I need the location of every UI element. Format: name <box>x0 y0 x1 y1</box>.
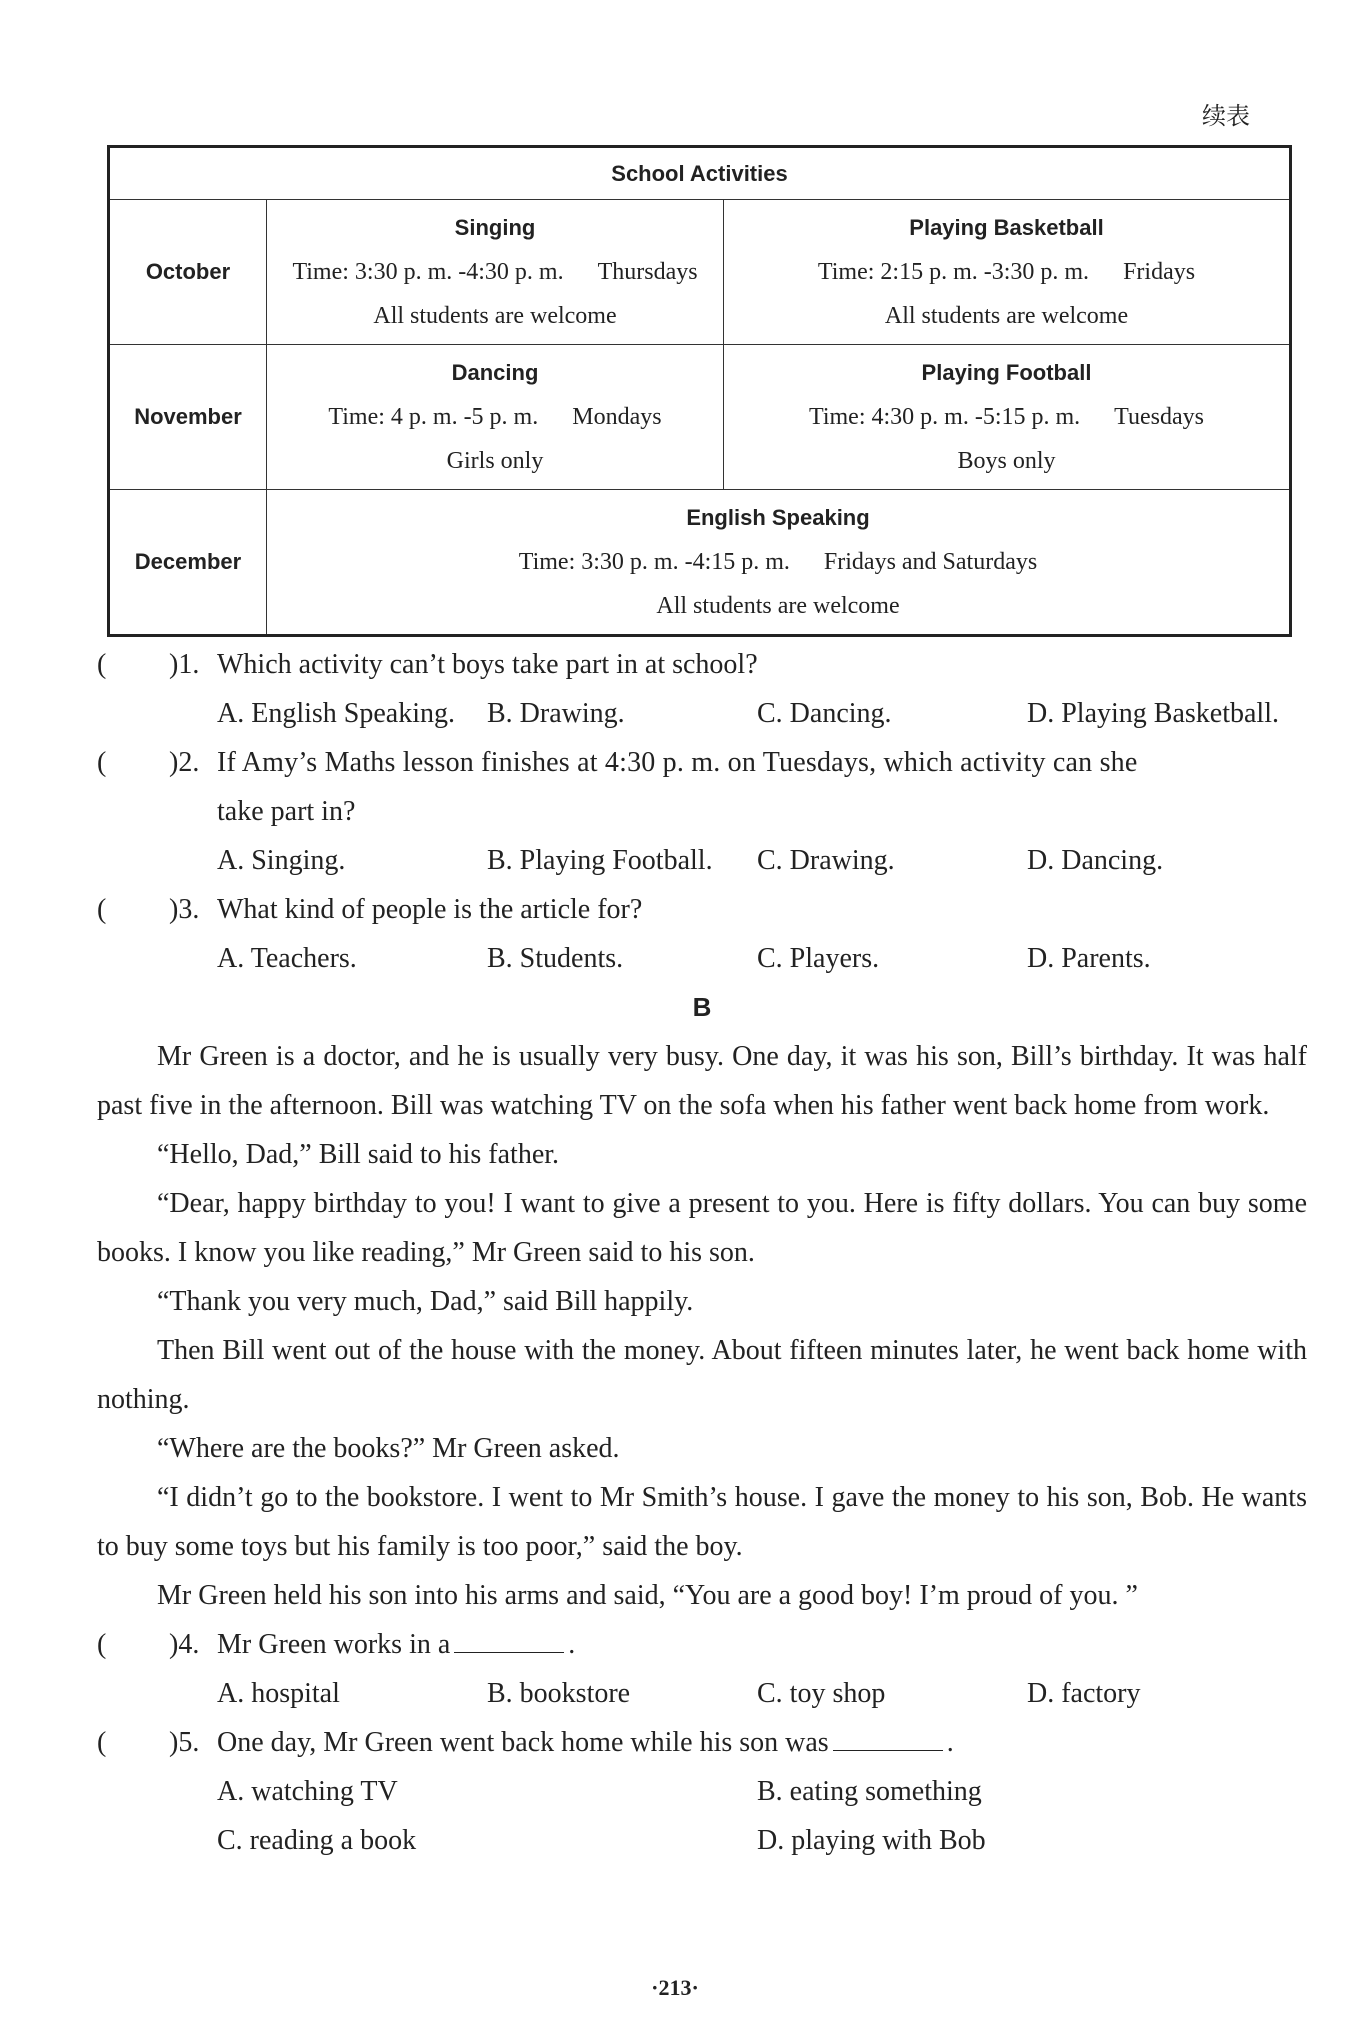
activity-name: Playing Football <box>921 360 1092 385</box>
answer-bracket[interactable]: ( <box>97 894 107 925</box>
answer-blank[interactable] <box>833 1726 943 1751</box>
option-a: A. Singing. <box>217 845 346 876</box>
option-d: D. Parents. <box>1027 943 1151 974</box>
answer-bracket[interactable]: ( <box>97 649 107 680</box>
paragraph: “Where are the books?” Mr Green asked. <box>157 1433 620 1464</box>
question-text: If Amy’s Maths lesson finishes at 4:30 p. m. on Tuesdays, which activity can she <box>217 747 1138 778</box>
activity-day: Thursdays <box>597 259 698 285</box>
activity-name: Playing Basketball <box>909 215 1104 240</box>
answer-bracket[interactable]: ( <box>97 1727 107 1758</box>
paragraph: “I didn’t go to the bookstore. I went to Mr Smith’s house. I gave the money to his son, Bob. He wants to buy some toys but his family is too poor,” said the boy. <box>97 1482 1307 1562</box>
option-c: C. reading a book <box>217 1825 417 1856</box>
section-title: B <box>692 992 712 1022</box>
options-3 <box>97 934 1307 983</box>
question-number: )1. <box>169 649 200 680</box>
question-number: )4. <box>169 1629 200 1660</box>
activity-time: Time: 4:30 p. m. -5:15 p. m. <box>809 404 1081 430</box>
option-a: A. hospital <box>217 1678 340 1709</box>
question-text: What kind of people is the article for? <box>217 894 643 925</box>
question-number: )5. <box>169 1727 200 1758</box>
activity-day: Fridays and Saturdays <box>823 549 1038 575</box>
activity-day: Mondays <box>572 404 662 430</box>
table-row-december <box>109 490 1291 636</box>
option-b: B. Playing Football. <box>487 845 713 876</box>
option-b: B. eating something <box>757 1776 982 1807</box>
question-text: Mr Green works in a <box>217 1629 451 1660</box>
activity-time: Time: 3:30 p. m. -4:15 p. m. <box>518 549 790 575</box>
option-a: A. watching TV <box>217 1776 398 1807</box>
school-activities-table <box>107 145 1292 637</box>
activity-time: Time: 3:30 p. m. -4:30 p. m. <box>292 259 564 285</box>
question-end: . <box>946 1727 954 1758</box>
activity-name: English Speaking <box>686 505 870 530</box>
month-cell: November <box>109 345 267 490</box>
paragraph: “Dear, happy birthday to you! I want to give a present to you. Here is fifty dollars. You can buy some books. I know you like reading,” Mr Green said to his son. <box>97 1188 1307 1268</box>
activity-day: Tuesdays <box>1114 404 1204 430</box>
table-title: School Activities <box>109 147 1291 200</box>
activity-name: Dancing <box>451 360 539 385</box>
answer-bracket[interactable]: ( <box>97 747 107 778</box>
continued-label: 续表 <box>1202 104 1250 130</box>
option-d: D. Playing Basketball. <box>1027 698 1279 729</box>
paragraph: “Thank you very much, Dad,” said Bill happily. <box>157 1286 694 1317</box>
options-5-row-2 <box>97 1816 1307 1865</box>
activity-note: All students are welcome <box>884 303 1129 329</box>
activity-cell <box>267 200 724 345</box>
page-number: ·213· <box>651 1975 699 2000</box>
answer-blank[interactable] <box>454 1628 564 1653</box>
month-cell: October <box>109 200 267 345</box>
paragraph: Mr Green is a doctor, and he is usually very busy. One day, it was his son, Bill’s birthday. It was half past five in the afternoon. Bill was watching TV on the sofa when his father went back home from work. <box>97 1041 1307 1121</box>
activity-note: All students are welcome <box>656 593 900 619</box>
option-a: A. Teachers. <box>217 943 357 974</box>
options-2 <box>97 836 1307 885</box>
options-1 <box>97 689 1307 738</box>
activity-day: Fridays <box>1123 259 1196 285</box>
paragraph: Mr Green held his son into his arms and said, “You are a good boy! I’m proud of you. ” <box>157 1580 1138 1611</box>
table-row-november <box>109 345 1291 490</box>
option-d: D. Dancing. <box>1027 845 1164 876</box>
activity-cell <box>724 345 1291 490</box>
question-text: Which activity can’t boys take part in at school? <box>217 649 758 680</box>
activity-note: All students are welcome <box>373 303 617 329</box>
answer-bracket[interactable]: ( <box>97 1629 107 1660</box>
question-text: One day, Mr Green went back home while his son was <box>217 1727 829 1758</box>
question-text-continued: take part in? <box>217 796 356 827</box>
activity-cell <box>267 490 1291 636</box>
option-c: C. Players. <box>757 943 880 974</box>
option-b: B. Students. <box>487 943 624 974</box>
question-4 <box>97 1620 1307 1669</box>
paragraph: “Hello, Dad,” Bill said to his father. <box>157 1139 560 1170</box>
option-c: C. Dancing. <box>757 698 892 729</box>
month-cell: December <box>109 490 267 636</box>
question-2-continued <box>97 787 1307 836</box>
activity-name: Singing <box>454 215 536 240</box>
question-number: )2. <box>169 747 200 778</box>
option-b: B. bookstore <box>487 1678 631 1709</box>
option-c: C. toy shop <box>757 1678 886 1709</box>
question-2 <box>97 738 1307 787</box>
question-1 <box>97 640 1307 689</box>
question-3 <box>97 885 1307 934</box>
activity-time: Time: 2:15 p. m. -3:30 p. m. <box>817 259 1090 285</box>
question-number: )3. <box>169 894 200 925</box>
activity-cell <box>724 200 1291 345</box>
table-row-october <box>109 200 1291 345</box>
activity-cell <box>267 345 724 490</box>
option-a: A. English Speaking. <box>217 698 455 729</box>
exercise-content <box>97 640 1307 1865</box>
activity-note: Girls only <box>446 448 544 474</box>
activity-note: Boys only <box>957 448 1056 474</box>
option-b: B. Drawing. <box>487 698 625 729</box>
activity-time: Time: 4 p. m. -5 p. m. <box>328 404 539 430</box>
question-end: . <box>568 1629 576 1660</box>
options-4 <box>97 1669 1307 1718</box>
option-d: D. playing with Bob <box>757 1825 986 1856</box>
options-5-row-1 <box>97 1767 1307 1816</box>
paragraph: Then Bill went out of the house with the money. About fifteen minutes later, he went back home with nothing. <box>97 1335 1307 1415</box>
option-d: D. factory <box>1027 1678 1141 1709</box>
option-c: C. Drawing. <box>757 845 895 876</box>
question-5 <box>97 1718 1307 1767</box>
